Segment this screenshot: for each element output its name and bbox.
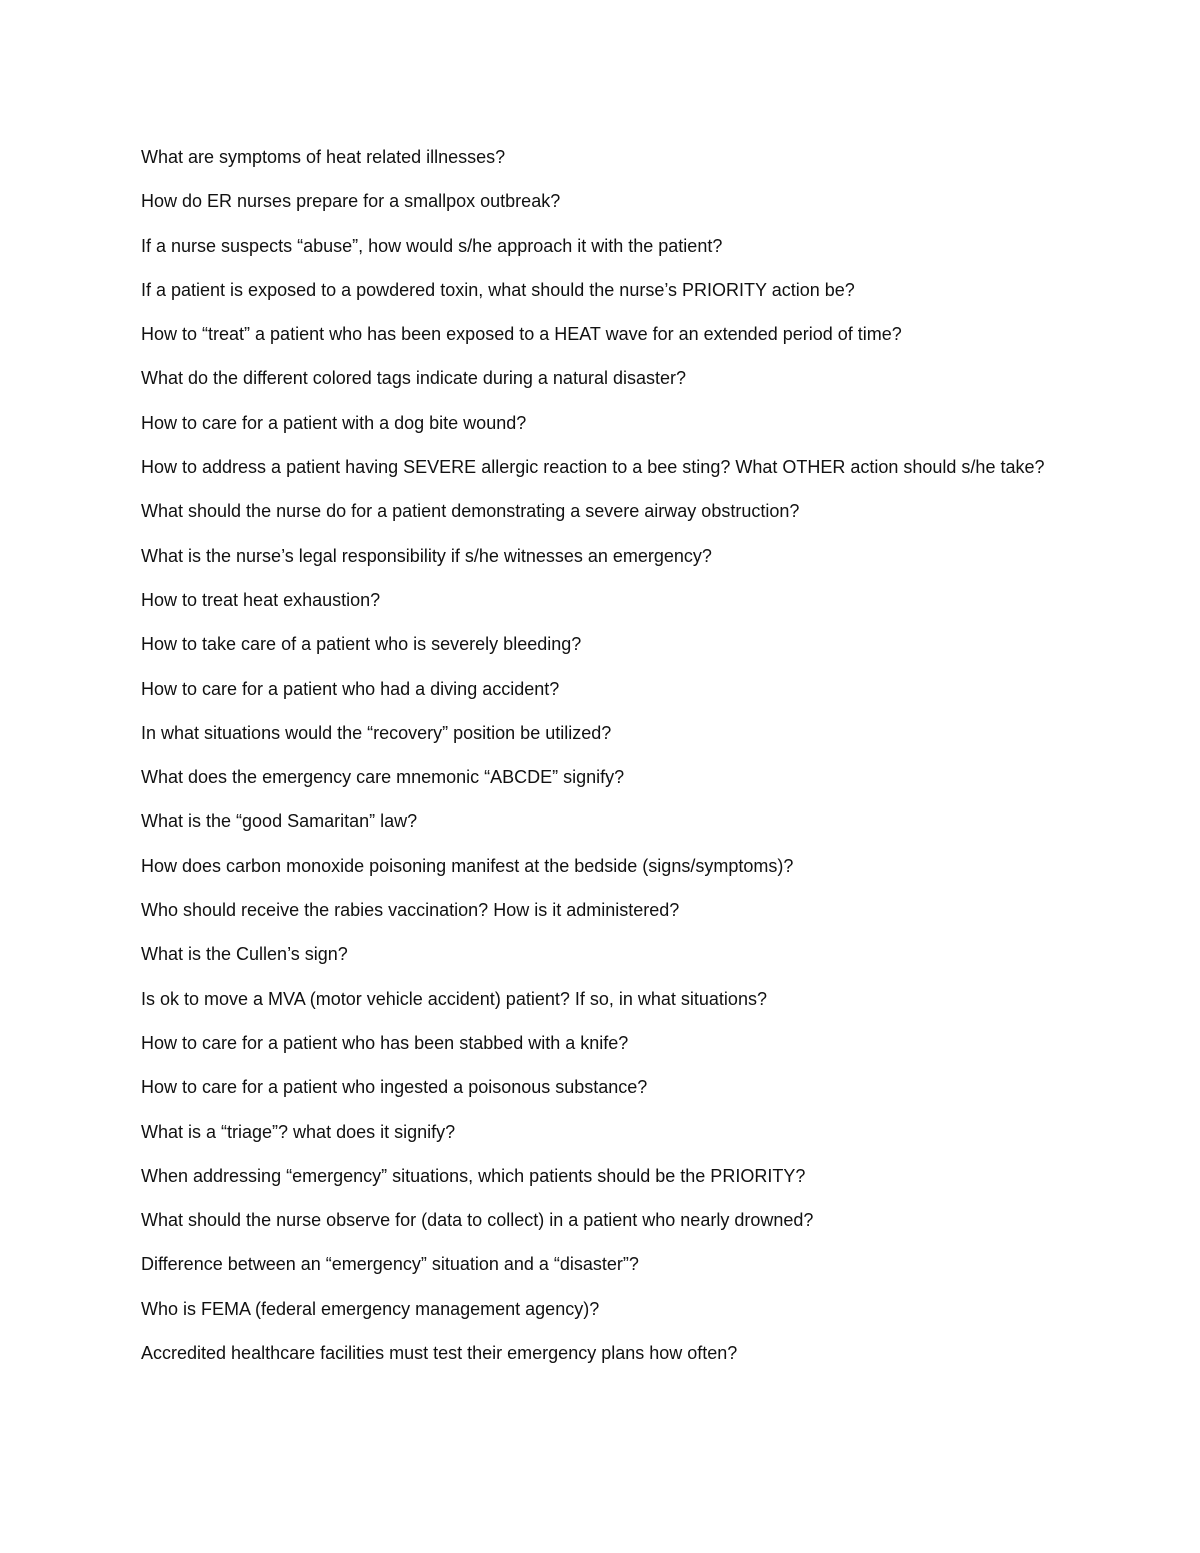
question-item: What is the nurse’s legal responsibility if s/he witnesses an emergency? bbox=[141, 545, 712, 566]
question-item: What is the “good Samaritan” law? bbox=[141, 811, 418, 832]
question-item: What does the emergency care mnemonic “ABCDE” signify? bbox=[141, 767, 625, 788]
question-item: How to care for a patient with a dog bite wound? bbox=[141, 412, 527, 433]
question-item: What is a “triage”? what does it signify? bbox=[141, 1121, 456, 1142]
question-item: What are symptoms of heat related illnesses? bbox=[141, 147, 506, 167]
question-item: How to treat heat exhaustion? bbox=[141, 589, 381, 610]
question-item: What do the different colored tags indicate during a natural disaster? bbox=[141, 368, 687, 389]
question-item: How to care for a patient who has been stabbed with a knife? bbox=[141, 1032, 629, 1053]
question-item: What is the Cullen’s sign? bbox=[141, 944, 348, 965]
question-item: How does carbon monoxide poisoning manifest at the bedside (signs/symptoms)? bbox=[141, 855, 794, 876]
question-item: How to care for a patient who ingested a poisonous substance? bbox=[141, 1077, 648, 1098]
question-item: Who should receive the rabies vaccination? How is it administered? bbox=[141, 900, 680, 921]
question-item: If a patient is exposed to a powdered toxin, what should the nurse’s PRIORITY action be? bbox=[141, 279, 855, 300]
question-item: Accredited healthcare facilities must test their emergency plans how often? bbox=[141, 1343, 738, 1364]
question-item: How to take care of a patient who is severely bleeding? bbox=[141, 634, 582, 655]
question-item: Difference between an “emergency” situation and a “disaster”? bbox=[141, 1254, 639, 1275]
question-item: How to “treat” a patient who has been exposed to a HEAT wave for an extended period of time? bbox=[141, 324, 902, 345]
question-item: How to address a patient having SEVERE allergic reaction to a bee sting? What OTHER action should s/he take? bbox=[141, 457, 1045, 478]
question-item: How to care for a patient who had a diving accident? bbox=[141, 678, 560, 699]
question-item: What should the nurse do for a patient demonstrating a severe airway obstruction? bbox=[141, 501, 800, 522]
question-item: Is ok to move a MVA (motor vehicle accident) patient? If so, in what situations? bbox=[141, 988, 767, 1009]
question-item: How do ER nurses prepare for a smallpox outbreak? bbox=[141, 191, 561, 212]
question-item: If a nurse suspects “abuse”, how would s/he approach it with the patient? bbox=[141, 235, 723, 256]
question-item: When addressing “emergency” situations, which patients should be the PRIORITY? bbox=[141, 1165, 806, 1186]
question-item: What should the nurse observe for (data to collect) in a patient who nearly drowned? bbox=[141, 1210, 814, 1231]
question-list bbox=[141, 143, 1066, 1383]
question-item: In what situations would the “recovery” position be utilized? bbox=[141, 722, 612, 743]
question-item: Who is FEMA (federal emergency management agency)? bbox=[141, 1298, 600, 1319]
